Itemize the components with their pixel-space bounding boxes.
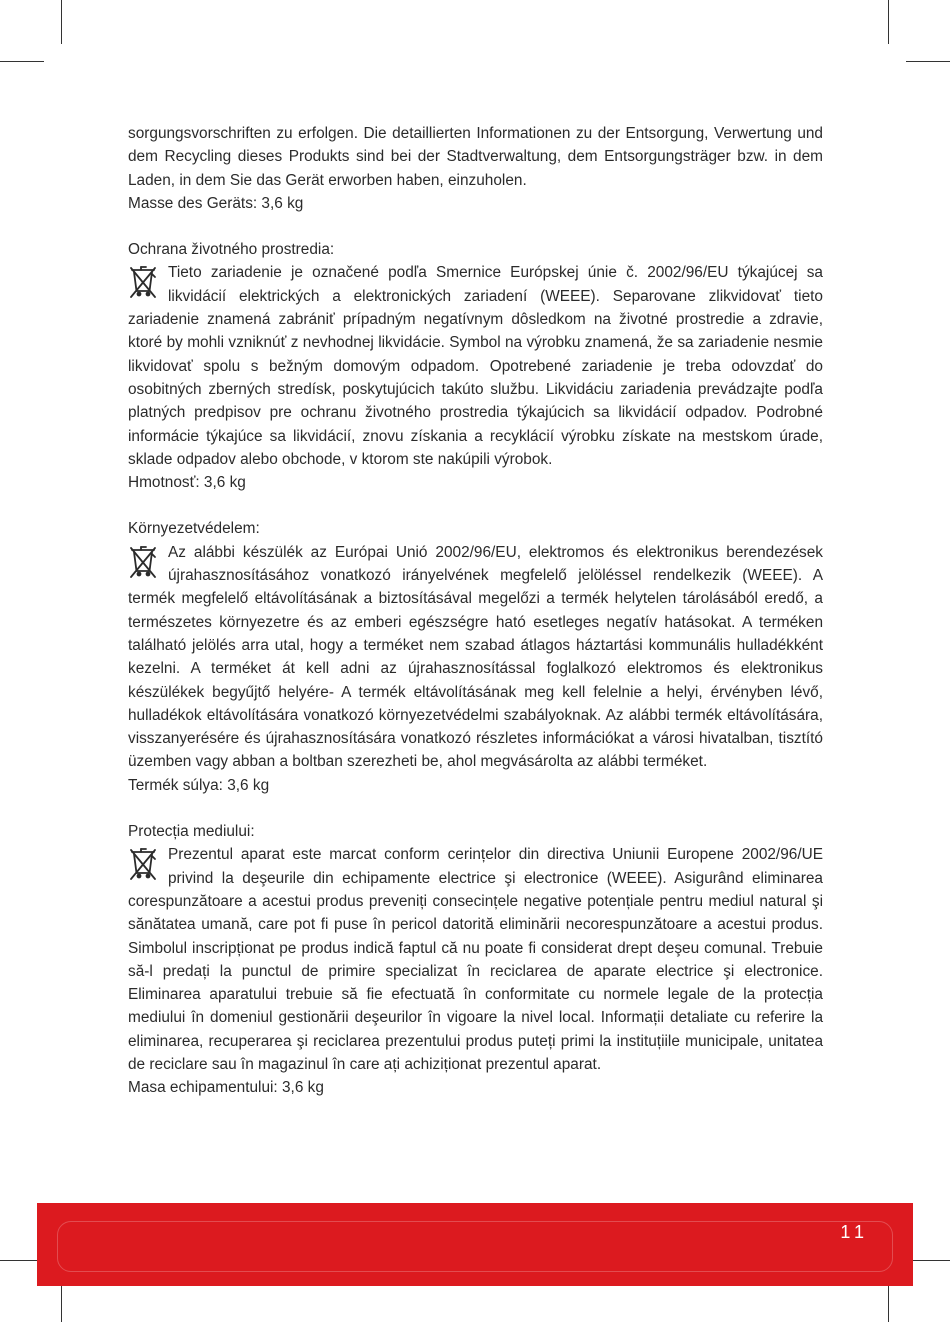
footer-band: [37, 1203, 913, 1286]
crop-mark: [0, 61, 44, 62]
crossed-out-wheelie-bin-icon: [128, 264, 158, 304]
section-weight: Hmotnosť: 3,6 kg: [128, 474, 246, 492]
intro-section: [128, 122, 823, 215]
crop-mark: [906, 61, 950, 62]
section-paragraph: Tieto zariadenie je označené podľa Smernice Európskej únie č. 2002/96/EU týkajúcej sa likvidácií elektrických a elektronických zariadení (WEEE). Separovane zlikvidovať tieto zariadenie znamená zabrániť prípadným negatívnym dôsledkom na životné prostredie a zdravie, ktoré by mohli vzniknúť z nevhodnej likvidácie. Symbol na výrobku znamená, že sa zariadenie nesmie likvidovať spolu s bežným domovým odpadom. Opotrebené zariadenie je treba odovzdať do osobitných zberných stredísk, poskytujúcich takúto službu. Likvidáciu zariadenia prevádzajte podľa platných predpisov pre ochranu životného prostredia týkajúcich sa likvidácií odpadov. Podrobné informácie týkajúce sa likvidácií, znovu získania a recyklácií výrobku získate na mestskom úrade, sklade odpadov alebo obchode, v ktorom ste nakúpili výrobok.: [128, 264, 823, 468]
crop-mark: [888, 0, 889, 44]
footer-frame: [57, 1221, 893, 1272]
page-content: [128, 122, 823, 1100]
section-paragraph: Prezentul aparat este marcat conform cerințelor din directiva Uniunii Europene 2002/96/UE privind la deşeurile din echipamente electrice şi electronice (WEEE). Asigurând eliminarea corespunzătoare a acestui produs preveniți consecințele negative potențiale pentru mediul natural şi sănătatea umană, care pot fi puse în pericol datorită eliminării necorespunzătoare a acestui produs. Simbolul inscripționat pe produs indică faptul că nu poate fi considerat drept deşeu comunal. Trebuie să-l predați la punctul de primire specializat în reciclarea de aparate electrice şi electronice. Eliminarea aparatului trebuie să fie efectuată în conformitate cu normele legale de la protecția mediului în domeniul gestionării deşeurilor în vigoare la nivel local. Informații detaliate cu referire la eliminarea, recuperarea şi reciclarea prezentului produs puteți primi la instituțiile municipale, unitatea de reciclare sau în magazinul în care ați achiziționat prezentul aparat.: [128, 846, 823, 1073]
crop-mark: [61, 0, 62, 44]
section-romanian: [128, 820, 823, 1100]
crossed-out-wheelie-bin-icon: [128, 544, 158, 584]
crossed-out-wheelie-bin-icon: [128, 846, 158, 886]
section-weight: Masa echipamentului: 3,6 kg: [128, 1079, 324, 1097]
section-title: Környezetvédelem:: [128, 520, 260, 538]
section-title: Protecția mediului:: [128, 823, 255, 841]
section-hungarian: [128, 517, 823, 797]
intro-paragraph: sorgungsvorschriften zu erfolgen. Die detaillierten Informationen zu der Entsorgung, Verwertung und dem Recycling dieses Produkts sind bei der Stadtverwaltung, dem Entsorgungsträger bzw. in dem Laden, in dem Sie das Gerät erworben haben, einzuholen.: [128, 125, 823, 189]
section-title: Ochrana životného prostredia:: [128, 241, 335, 259]
intro-weight: Masse des Geräts: 3,6 kg: [128, 194, 304, 212]
section-slovak: [128, 238, 823, 494]
section-paragraph: Az alábbi készülék az Európai Unió 2002/96/EU, elektromos és elektronikus berendezések újrahasznosításához vonatkozó irányelvének megfelelő jelöléssel rendelkezik (WEEE). A termék megfelelő eltávolításának a biztosításával megelőzi a termék helytelen tárolásából eredő, a természetes környezetre és az emberi egészségre ható esetleges negatív hatásokat. A terméken található jelölés arra utal, hogy a terméket nem szabad átlagos háztartási kommunális hulladékként kezelni. A terméket át kell adni az újrahasznosítással foglalkozó elektromos és elektronikus készülékek begyűjtő helyére- A termék eltávolításának meg kell felelnie a helyi, érvényben lévő, hulladékok eltávolítására vonatkozó környezetvédelmi szabályoknak. Az alábbi termék eltávolítására, visszanyerésére és újrahasznosítására vonatkozó részletes információkat a városi hivatalban, tisztító üzemben vagy abban a boltban szerezheti be, ahol megvásárolta az alábbi terméket.: [128, 543, 823, 771]
section-weight: Termék súlya: 3,6 kg: [128, 776, 270, 794]
page-number: 11: [840, 1222, 869, 1242]
